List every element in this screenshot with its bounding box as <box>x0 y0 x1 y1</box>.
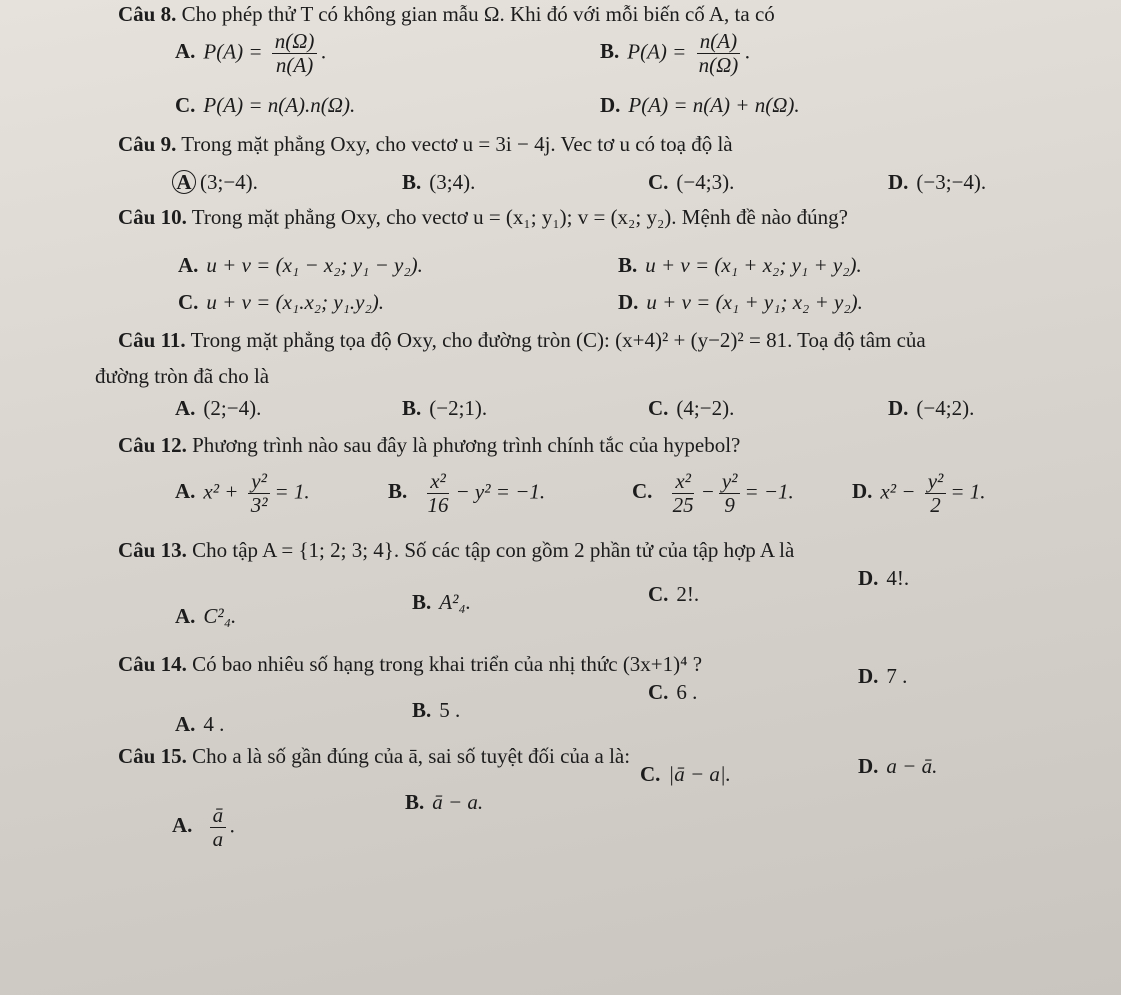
option-c[interactable]: C. 2!. <box>648 582 700 606</box>
option-a[interactable]: A. u + v = (x₁ − x₂; y₁ − y₂). <box>178 253 423 277</box>
question-10 <box>118 205 848 230</box>
option-b[interactable]: B. (3;4). <box>402 170 476 194</box>
option-a[interactable]: A. $\frac{ā}{a}$ . <box>172 803 236 852</box>
option-c[interactable]: C. u + v = (x₁.x₂; y₁.y₂). <box>178 290 385 314</box>
question-text: Cho tập A = {1; 2; 3; 4}. Số các tập con gồm 2 phần tử của tập hợp A là <box>192 538 795 562</box>
question-8 <box>118 2 775 27</box>
option-b[interactable]: B. ā − a. <box>405 790 484 814</box>
question-text: Phương trình nào sau đây là phương trình chính tắc của hypebol? <box>192 433 741 457</box>
question-12 <box>118 433 740 458</box>
fraction: $\frac{n(\Omega)}{n(A)}$ <box>272 30 318 77</box>
option-a[interactable]: A. C²₄. <box>175 604 237 628</box>
question-11 <box>118 328 926 353</box>
fraction: $\frac{\text{x²}}{25}$ <box>672 469 694 518</box>
question-text: Cho a là số gần đúng của ā, sai số tuyệt đối của a là: <box>192 744 631 768</box>
option-c[interactable]: C. |ā − a|. <box>640 762 731 786</box>
question-text: đường tròn đã cho là <box>95 364 270 388</box>
question-text: Có bao nhiêu số hạng trong khai triển của nhị thức (3x+1)⁴ ? <box>192 652 703 676</box>
option-d[interactable]: D. 4!. <box>858 566 910 590</box>
option-b[interactable]: B. (−2;1). <box>402 396 488 420</box>
option-d[interactable]: D. P(A) = n(A) + n(Ω). <box>600 93 800 117</box>
question-text: Trong mặt phẳng Oxy, cho vectơ u = (x₁; y₁); v = (x₂; y₂). Mệnh đề nào đúng? <box>191 205 848 229</box>
question-number: Câu 15. <box>118 744 187 768</box>
option-c[interactable]: C. $\frac{\text{x²}}{25}$ − $\frac{\text{y²}}{9}$ = −1. <box>632 469 794 518</box>
option-b[interactable]: B. P(A) = $\frac{n(A)}{n(\Omega)}$ . <box>600 29 751 78</box>
question-14 <box>118 652 702 677</box>
option-d[interactable]: D. (−3;−4). <box>888 170 987 194</box>
option-d[interactable]: D. x² − $\frac{\text{y²}}{2}$ = 1. <box>852 469 986 518</box>
option-d[interactable]: D. 7 . <box>858 664 908 688</box>
question-number: Câu 9. <box>118 132 177 156</box>
option-d[interactable]: D. u + v = (x₁ + y₁; x₂ + y₂). <box>618 290 863 314</box>
option-b[interactable]: B. A²₄. <box>412 590 471 614</box>
question-9 <box>118 132 733 157</box>
question-15 <box>118 744 630 769</box>
fraction: $\frac{\text{y²}}{2}$ <box>925 470 947 517</box>
option-a[interactable]: A. x² + $\frac{\text{y²}}{\text{3²}}$ = 1. <box>175 469 310 518</box>
option-d[interactable]: D. (−4;2). <box>888 396 975 420</box>
option-a[interactable]: A. P(A) = $\frac{n(\Omega)}{n(A)}$ . <box>175 29 327 78</box>
question-number: Câu 10. <box>118 205 187 229</box>
fraction: $\frac{ā}{a}$ <box>210 804 227 851</box>
option-c[interactable]: C. (4;−2). <box>648 396 735 420</box>
option-a[interactable]: A (3;−4). <box>172 170 258 195</box>
option-b[interactable]: B. $\frac{\text{x²}}{16}$ − y² = −1. <box>388 469 546 518</box>
option-b[interactable]: B. u + v = (x₁ + x₂; y₁ + y₂). <box>618 253 862 277</box>
question-number: Câu 8. <box>118 2 177 26</box>
option-a[interactable]: A. 4 . <box>175 712 225 736</box>
question-text: Trong mặt phẳng tọa độ Oxy, cho đường tròn (C): (x+4)² + (y−2)² = 81. Toạ độ tâm của <box>190 328 926 352</box>
question-number: Câu 14. <box>118 652 187 676</box>
question-13 <box>118 538 794 563</box>
question-text: Trong mặt phẳng Oxy, cho vectơ u = 3i − 4j. Vec tơ u có toạ độ là <box>181 132 733 156</box>
option-b[interactable]: B. 5 . <box>412 698 461 722</box>
fraction: $\frac{\text{x²}}{16}$ <box>427 469 449 518</box>
option-a[interactable]: A. (2;−4). <box>175 396 262 420</box>
question-number: Câu 13. <box>118 538 187 562</box>
option-c[interactable]: C. P(A) = n(A).n(Ω). <box>175 93 356 117</box>
option-c[interactable]: C. (−4;3). <box>648 170 735 194</box>
question-11-continued <box>95 364 269 389</box>
fraction: $\frac{n(A)}{n(\Omega)}$ <box>698 29 739 78</box>
fraction: $\frac{\text{y²}}{\text{3²}}$ <box>248 470 271 517</box>
option-d[interactable]: D. a − ā. <box>858 754 938 778</box>
question-number: Câu 12. <box>118 433 187 457</box>
option-c[interactable]: C. 6 . <box>648 680 698 704</box>
question-text: Cho phép thử T có không gian mẫu Ω. Khi đó với mỗi biến cố A, ta có <box>181 2 775 26</box>
fraction: $\frac{\text{y²}}{9}$ <box>719 470 741 517</box>
selected-answer-mark: A <box>172 170 196 194</box>
question-number: Câu 11. <box>118 328 186 352</box>
